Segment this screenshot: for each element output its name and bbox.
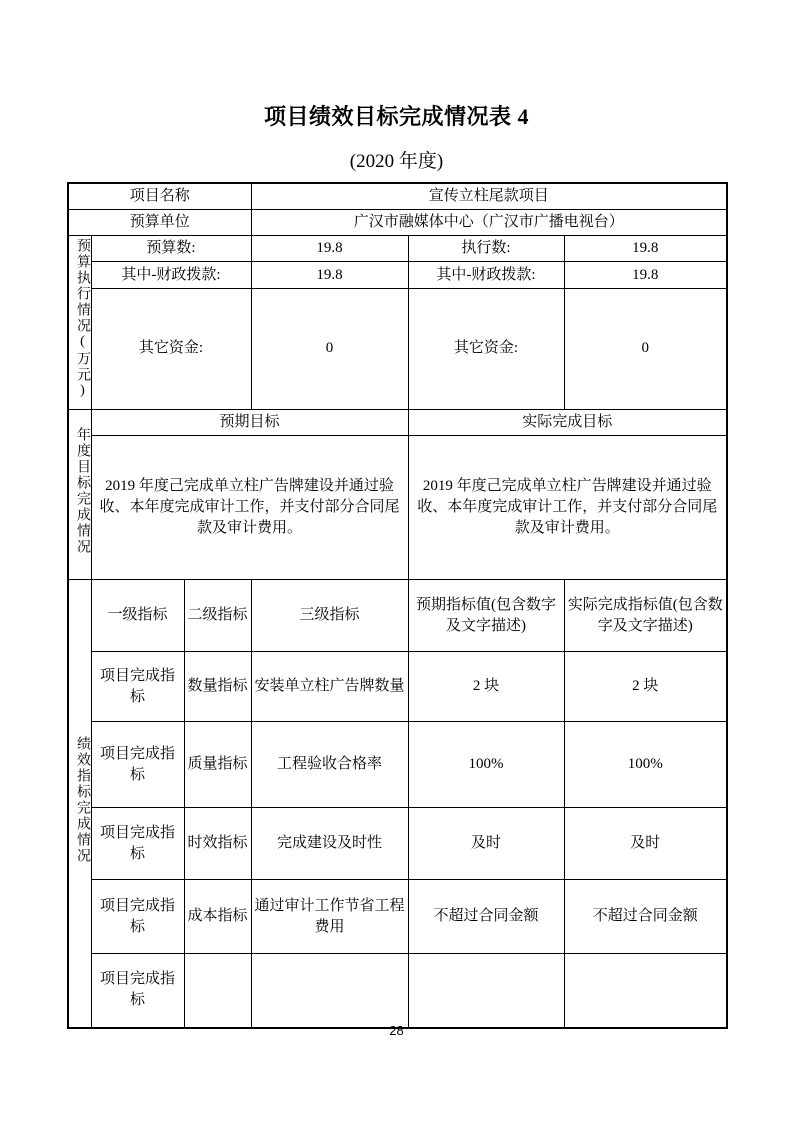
page-title: 项目绩效目标完成情况表 4 (263, 104, 529, 129)
budget-unit-value: 广汉市融媒体中心（广汉市广播电视台） (251, 210, 727, 236)
page-number: 28 (389, 1023, 404, 1038)
table-row-indicator-empty (68, 954, 727, 1028)
indicator-expected-value: 100% (408, 722, 564, 808)
indicator-level3 (251, 954, 408, 1028)
indicator-actual-value: 2 块 (564, 652, 727, 722)
page-subtitle: (2020 年度) (349, 151, 444, 172)
budget-execution-section-label-text: 预算执行情况(万元) (75, 238, 90, 400)
table-row-budget-unit (68, 210, 727, 236)
indicator-level3: 安装单立柱广告牌数量 (251, 652, 408, 722)
fiscal-allocation-label-right: 其中-财政拨款: (408, 262, 564, 288)
annual-goals-section-label (68, 410, 91, 580)
indicators-header-level1: 一级指标 (91, 580, 184, 652)
indicator-expected-value (408, 954, 564, 1028)
fiscal-allocation-label-left: 其中-财政拨款: (91, 262, 251, 288)
indicator-level3: 工程验收合格率 (251, 722, 408, 808)
indicator-level1: 项目完成指标 (91, 954, 184, 1028)
indicator-level2: 时效指标 (184, 808, 251, 880)
indicator-level1: 项目完成指标 (91, 880, 184, 954)
table-row-project-name (68, 183, 727, 210)
table-row-budget-3 (68, 288, 727, 409)
indicators-header-expected: 预期指标值(包含数字及文字描述) (408, 580, 564, 652)
table-row-goals-text (68, 436, 727, 580)
actual-goal-header: 实际完成目标 (408, 410, 727, 436)
table-row-budget-2 (68, 262, 727, 288)
indicator-level1: 项目完成指标 (91, 722, 184, 808)
annual-goals-section-label-text: 年度目标完成情况 (75, 427, 90, 555)
table-row-indicator-quantity (68, 652, 727, 722)
indicator-level2: 成本指标 (184, 880, 251, 954)
execution-figure-value: 19.8 (564, 236, 727, 262)
indicator-level2: 质量指标 (184, 722, 251, 808)
indicator-expected-value: 及时 (408, 808, 564, 880)
fiscal-allocation-value-right: 19.8 (564, 262, 727, 288)
budget-figure-value: 19.8 (251, 236, 408, 262)
expected-goal-text: 2019 年度己完成单立柱广告牌建设并通过验收、本年度完成审计工作，并支付部分合同尾款及审计费用。 (91, 436, 408, 580)
indicator-actual-value: 不超过合同金额 (564, 880, 727, 954)
table-row-indicator-timeliness (68, 808, 727, 880)
indicators-section-label-text: 绩效指标完成情况 (75, 735, 90, 864)
indicator-expected-value: 2 块 (408, 652, 564, 722)
other-funds-value-right: 0 (564, 288, 727, 409)
actual-goal-text: 2019 年度己完成单立柱广告牌建设并通过验收、本年度完成审计工作，并支付部分合同尾款及审计费用。 (408, 436, 727, 580)
project-name-value: 宣传立柱尾款项目 (251, 183, 727, 210)
table-row-goals-header (68, 410, 727, 436)
fiscal-allocation-value-left: 19.8 (251, 262, 408, 288)
indicators-header-level3: 三级指标 (251, 580, 408, 652)
table-row-indicators-header (68, 580, 727, 652)
indicator-actual-value (564, 954, 727, 1028)
budget-figure-label: 预算数: (91, 236, 251, 262)
budget-unit-label: 预算单位 (68, 210, 251, 236)
indicators-header-level2: 二级指标 (184, 580, 251, 652)
indicator-level2: 数量指标 (184, 652, 251, 722)
execution-figure-label: 执行数: (408, 236, 564, 262)
indicator-actual-value: 及时 (564, 808, 727, 880)
table-row-indicator-cost (68, 880, 727, 954)
indicator-actual-value: 100% (564, 722, 727, 808)
indicator-level2 (184, 954, 251, 1028)
other-funds-label-right: 其它资金: (408, 288, 564, 409)
other-funds-value-left: 0 (251, 288, 408, 409)
expected-goal-header: 预期目标 (91, 410, 408, 436)
project-name-label: 项目名称 (68, 183, 251, 210)
indicator-level1: 项目完成指标 (91, 808, 184, 880)
table-row-indicator-quality (68, 722, 727, 808)
indicator-level3: 通过审计工作节省工程费用 (251, 880, 408, 954)
table-row-budget-1 (68, 236, 727, 262)
indicator-level3: 完成建设及时性 (251, 808, 408, 880)
performance-table (67, 182, 728, 1029)
indicator-expected-value: 不超过合同金额 (408, 880, 564, 954)
budget-execution-section-label (68, 236, 91, 410)
indicators-header-actual: 实际完成指标值(包含数字及文字描述) (564, 580, 727, 652)
indicator-level1: 项目完成指标 (91, 652, 184, 722)
other-funds-label-left: 其它资金: (91, 288, 251, 409)
indicators-section-label (68, 580, 91, 1028)
